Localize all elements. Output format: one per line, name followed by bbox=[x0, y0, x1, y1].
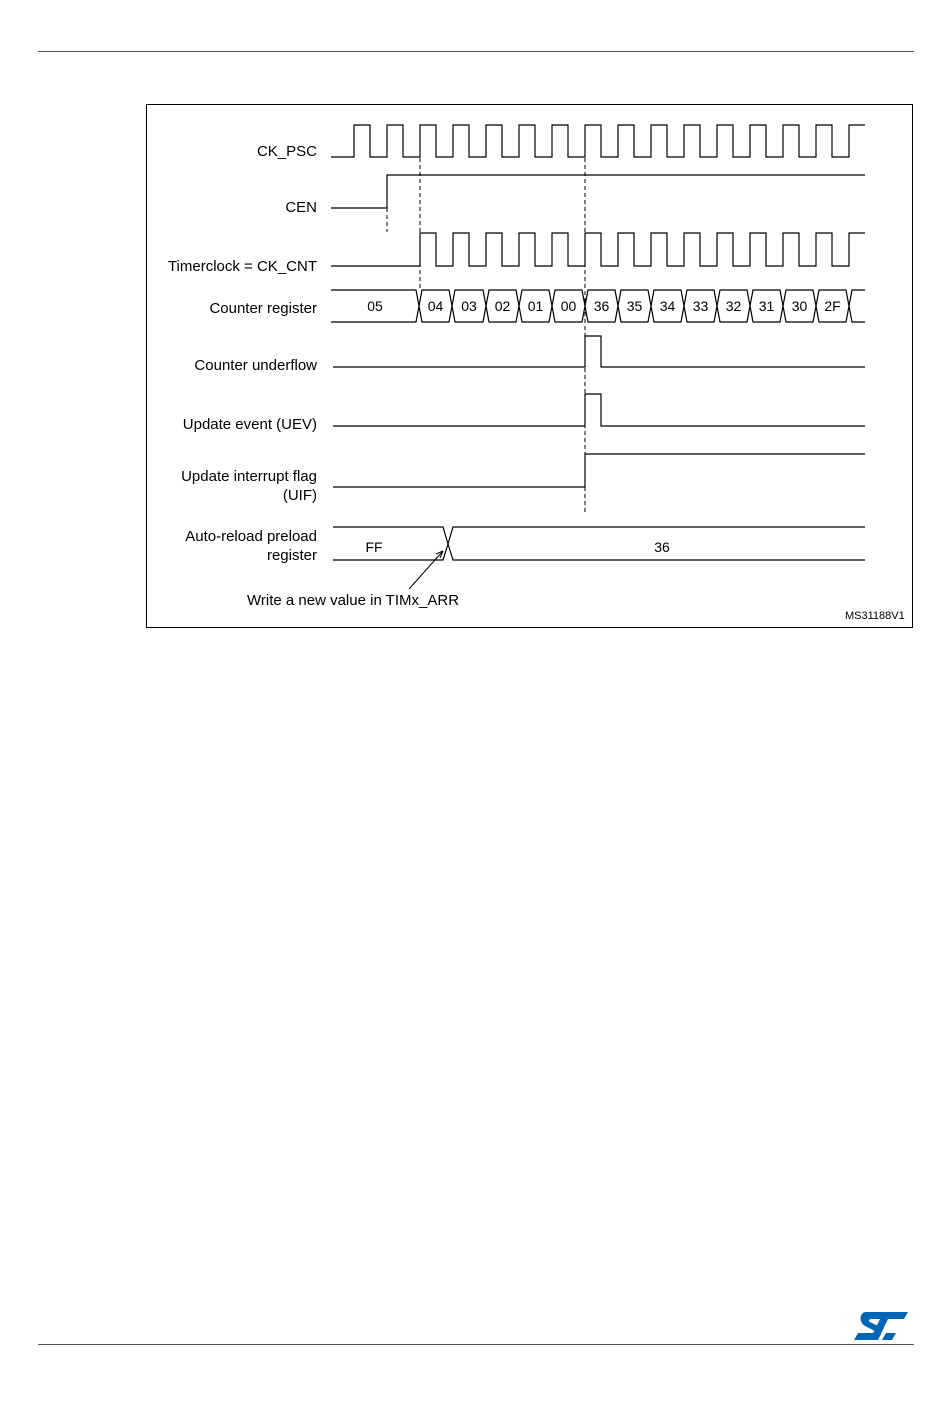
label-counter-underflow: Counter underflow bbox=[194, 357, 317, 374]
cen-wave bbox=[331, 175, 865, 208]
counter-value: 05 bbox=[367, 298, 383, 314]
counter-value: 33 bbox=[692, 298, 709, 314]
arr-value-old: FF bbox=[365, 539, 383, 555]
underflow-wave bbox=[333, 336, 865, 367]
counter-value: 2F bbox=[824, 298, 841, 314]
footer-rule bbox=[38, 1344, 914, 1345]
uif-wave bbox=[333, 454, 865, 487]
annotation-write-arr: Write a new value in TIMx_ARR bbox=[247, 592, 460, 609]
counter-value: 31 bbox=[758, 298, 775, 314]
label-cen: CEN bbox=[285, 199, 317, 216]
counter-value: 04 bbox=[427, 298, 444, 314]
counter-value: 01 bbox=[527, 298, 544, 314]
label-uev: Update event (UEV) bbox=[182, 416, 317, 433]
counter-value: 35 bbox=[626, 298, 643, 314]
label-counter-register: Counter register bbox=[209, 300, 317, 317]
counter-value: 34 bbox=[659, 298, 676, 314]
counter-value: 32 bbox=[725, 298, 742, 314]
ck-psc-wave bbox=[331, 125, 865, 157]
annotation-arrow bbox=[409, 551, 443, 589]
label-arr: Auto-reload preload register bbox=[185, 528, 317, 564]
label-ck-psc: CK_PSC bbox=[256, 143, 317, 160]
counter-value: 36 bbox=[593, 298, 610, 314]
counter-value: 02 bbox=[494, 298, 511, 314]
counter-value: 03 bbox=[461, 298, 477, 314]
label-uif: Update interrupt flag (UIF) bbox=[181, 468, 317, 504]
st-logo-icon bbox=[852, 1310, 910, 1342]
timing-diagram bbox=[146, 104, 913, 628]
uev-wave bbox=[333, 394, 865, 426]
waveforms bbox=[147, 105, 914, 629]
counter-value: 00 bbox=[560, 298, 577, 314]
counter-value: 30 bbox=[791, 298, 808, 314]
arr-bus-bottom bbox=[333, 544, 865, 560]
timerclock-wave bbox=[331, 233, 865, 266]
arr-bus-top bbox=[333, 527, 865, 544]
figure-id: MS31188V1 bbox=[845, 610, 905, 622]
label-timerclock: Timerclock = CK_CNT bbox=[167, 258, 317, 275]
arr-value-new: 36 bbox=[654, 539, 670, 555]
header-rule bbox=[38, 51, 914, 52]
